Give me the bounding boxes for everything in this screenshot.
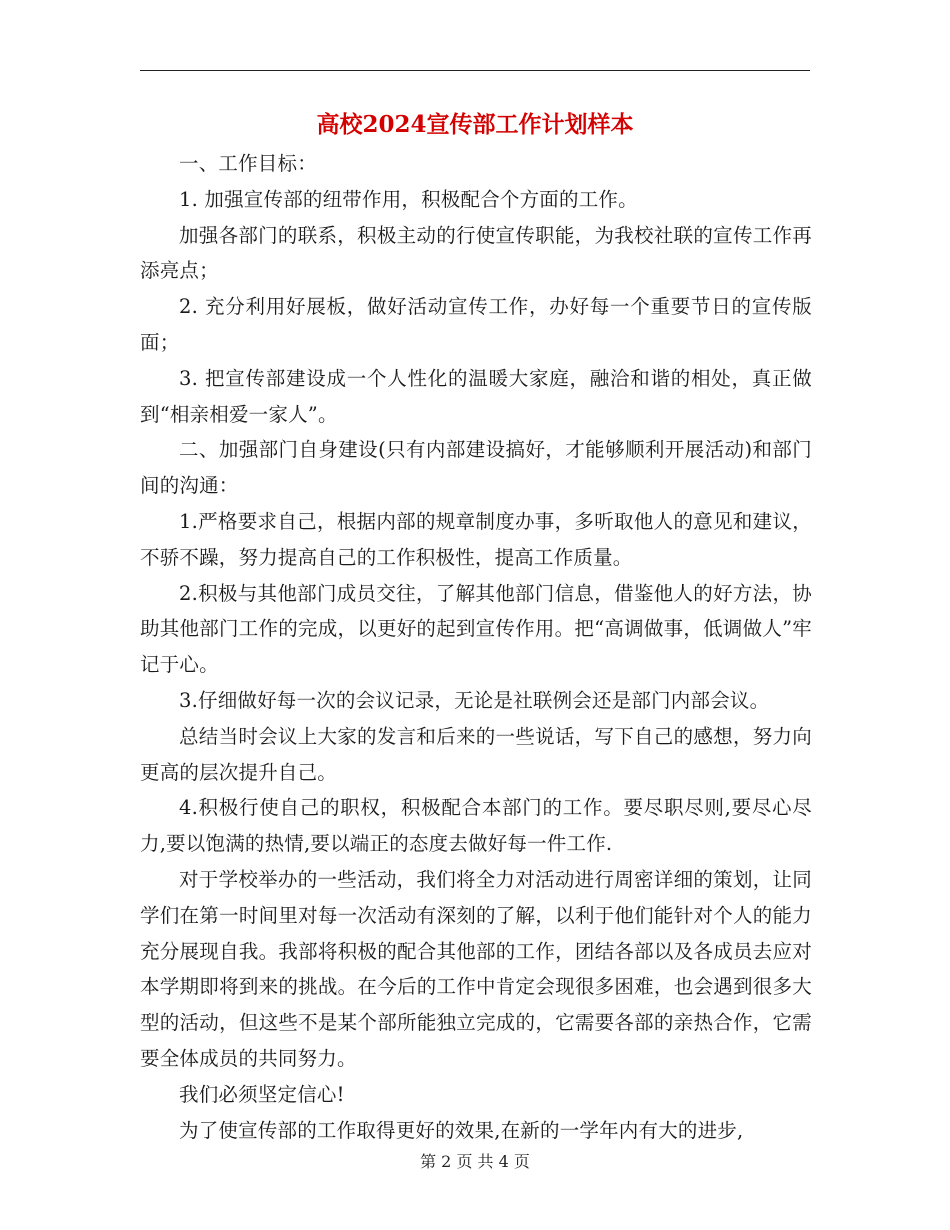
document-body [140, 146, 812, 1148]
paragraph: 2.积极与其他部门成员交往，了解其他部门信息，借鉴他人的好方法，协助其他部门工作的完成，以更好的起到宣传作用。把“高调做事，低调做人”牢记于心。 [140, 581, 812, 677]
page-number-footer: 第 2 页 共 4 页 [420, 1152, 530, 1171]
paragraph: 2. 充分利用好展板，做好活动宣传工作，办好每一个重要节日的宣传版面； [140, 295, 812, 354]
paragraph: 4.积极行使自己的职权，积极配合本部门的工作。要尽职尽则,要尽心尽力,要以饱满的热情,要以端正的态度去做好每一件工作. [140, 796, 812, 856]
paragraph: 1.严格要求自己，根据内部的规章制度办事，多听取他人的意见和建议，不骄不躁，努力提高自己的工作积极性，提高工作质量。 [140, 509, 812, 569]
paragraph: 对于学校举办的一些活动，我们将全力对活动进行周密详细的策划，让同学们在第一时间里对每一次活动有深刻的了解，以利于他们能针对个人的能力充分展现自我。我部将积极的配合其他部的工作，团结各部以及各成员去应对本学期即将到来的挑战。在今后的工作中肯定会现很多困难，也会遇到很多大型的活动，但这些不是某个部所能独立完成的，它需要各部的亲热合作，它需要全体成员的共同努力。 [140, 867, 812, 1070]
paragraph: 一、工作目标： [179, 152, 317, 175]
paragraph: 我们必须坚定信心! [179, 1082, 345, 1106]
document-title: 高校2024宣传部工作计划样本 [316, 111, 634, 138]
paragraph: 加强各部门的联系，积极主动的行使宣传职能，为我校社联的宣传工作再添亮点； [140, 223, 812, 283]
paragraph: 1. 加强宣传部的纽带作用，积极配合个方面的工作。 [179, 187, 638, 211]
paragraph: 总结当时会议上大家的发言和后来的一些说话，写下自己的感想，努力向更高的层次提升自己。 [140, 724, 812, 784]
paragraph: 3.仔细做好每一次的会议记录，无论是社联例会还是部门内部会议。 [179, 688, 770, 712]
paragraph: 为了使宣传部的工作取得更好的效果,在新的一学年内有大的进步, [179, 1118, 744, 1142]
paragraph: 二、加强部门自身建设(只有内部建设搞好，才能够顺利开展活动)和部门间的沟通： [140, 438, 812, 498]
paragraph: 3. 把宣传部建设成一个人性化的温暖大家庭，融洽和谐的相处，真正做到“相亲相爱一家人”。 [140, 366, 812, 426]
header-rule [140, 70, 810, 71]
